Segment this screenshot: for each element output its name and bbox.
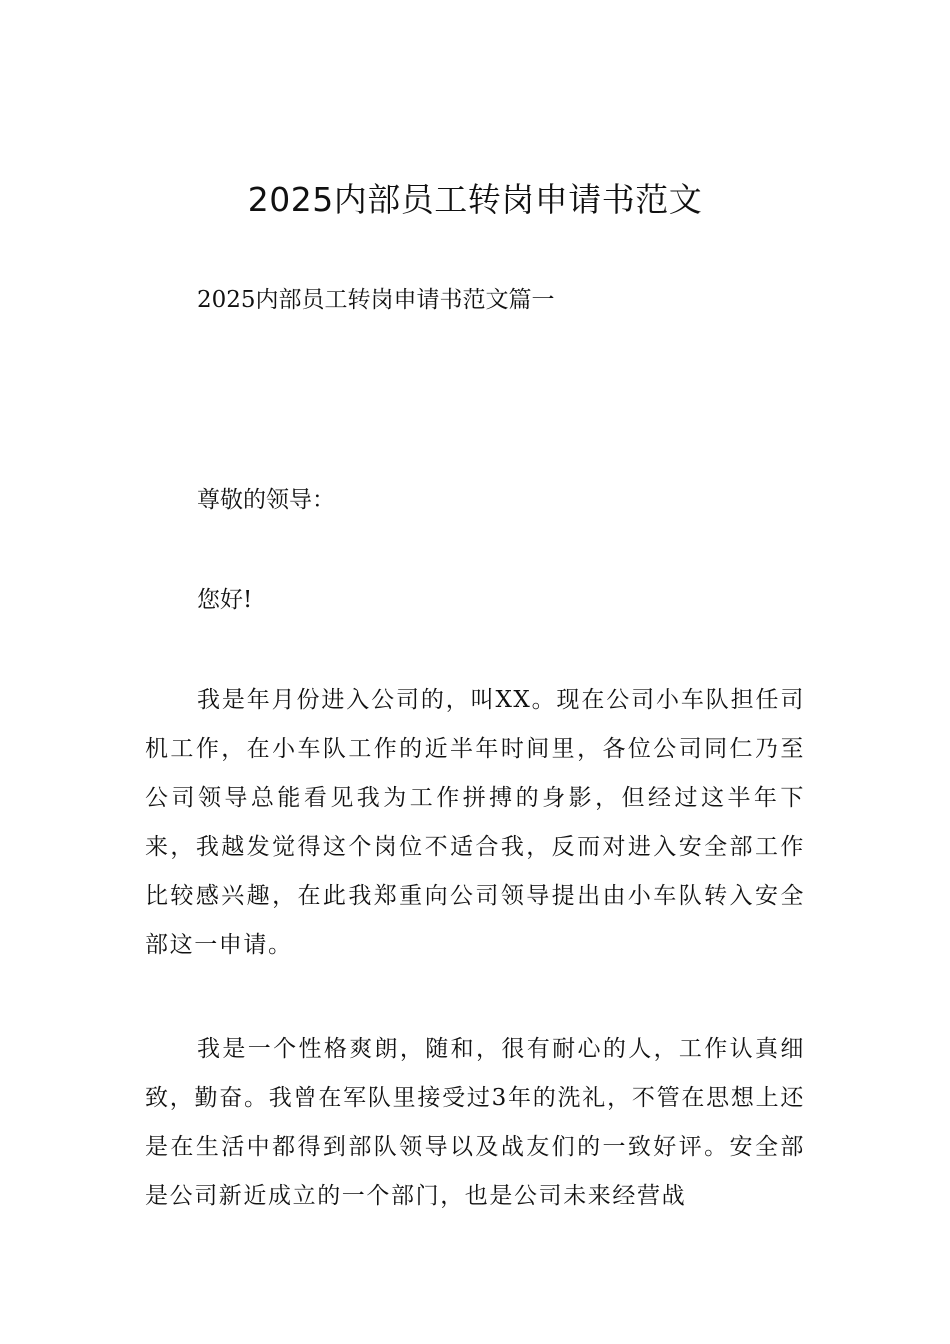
greeting: 您好! bbox=[197, 587, 253, 613]
body-paragraph: 我是一个性格爽朗，随和，很有耐心的人，工作认真细致，勤奋。我曾在军队里接受过3年的洗礼，不管在思想上还是在生活中都得到部队领导以及战友们的一致好评。安全部是公司新近成立的一个部门，也是公司未来经营战 bbox=[145, 1036, 805, 1209]
document-title: 2025内部员工转岗申请书范文 bbox=[247, 180, 703, 219]
salutation: 尊敬的领导： bbox=[197, 487, 335, 513]
body-paragraph: 我是年月份进入公司的，叫XX。现在公司小车队担任司机工作，在小车队工作的近半年时间里，各位公司同仁乃至公司领导总能看见我为工作拼搏的身影，但经过这半年下来，我越发觉得这个岗位不适合我，反而对进入安全部工作比较感兴趣，在此我郑重向公司领导提出由小车队转入安全部这一申请。 bbox=[145, 687, 805, 958]
document-subtitle: 2025内部员工转岗申请书范文篇一 bbox=[197, 287, 555, 313]
